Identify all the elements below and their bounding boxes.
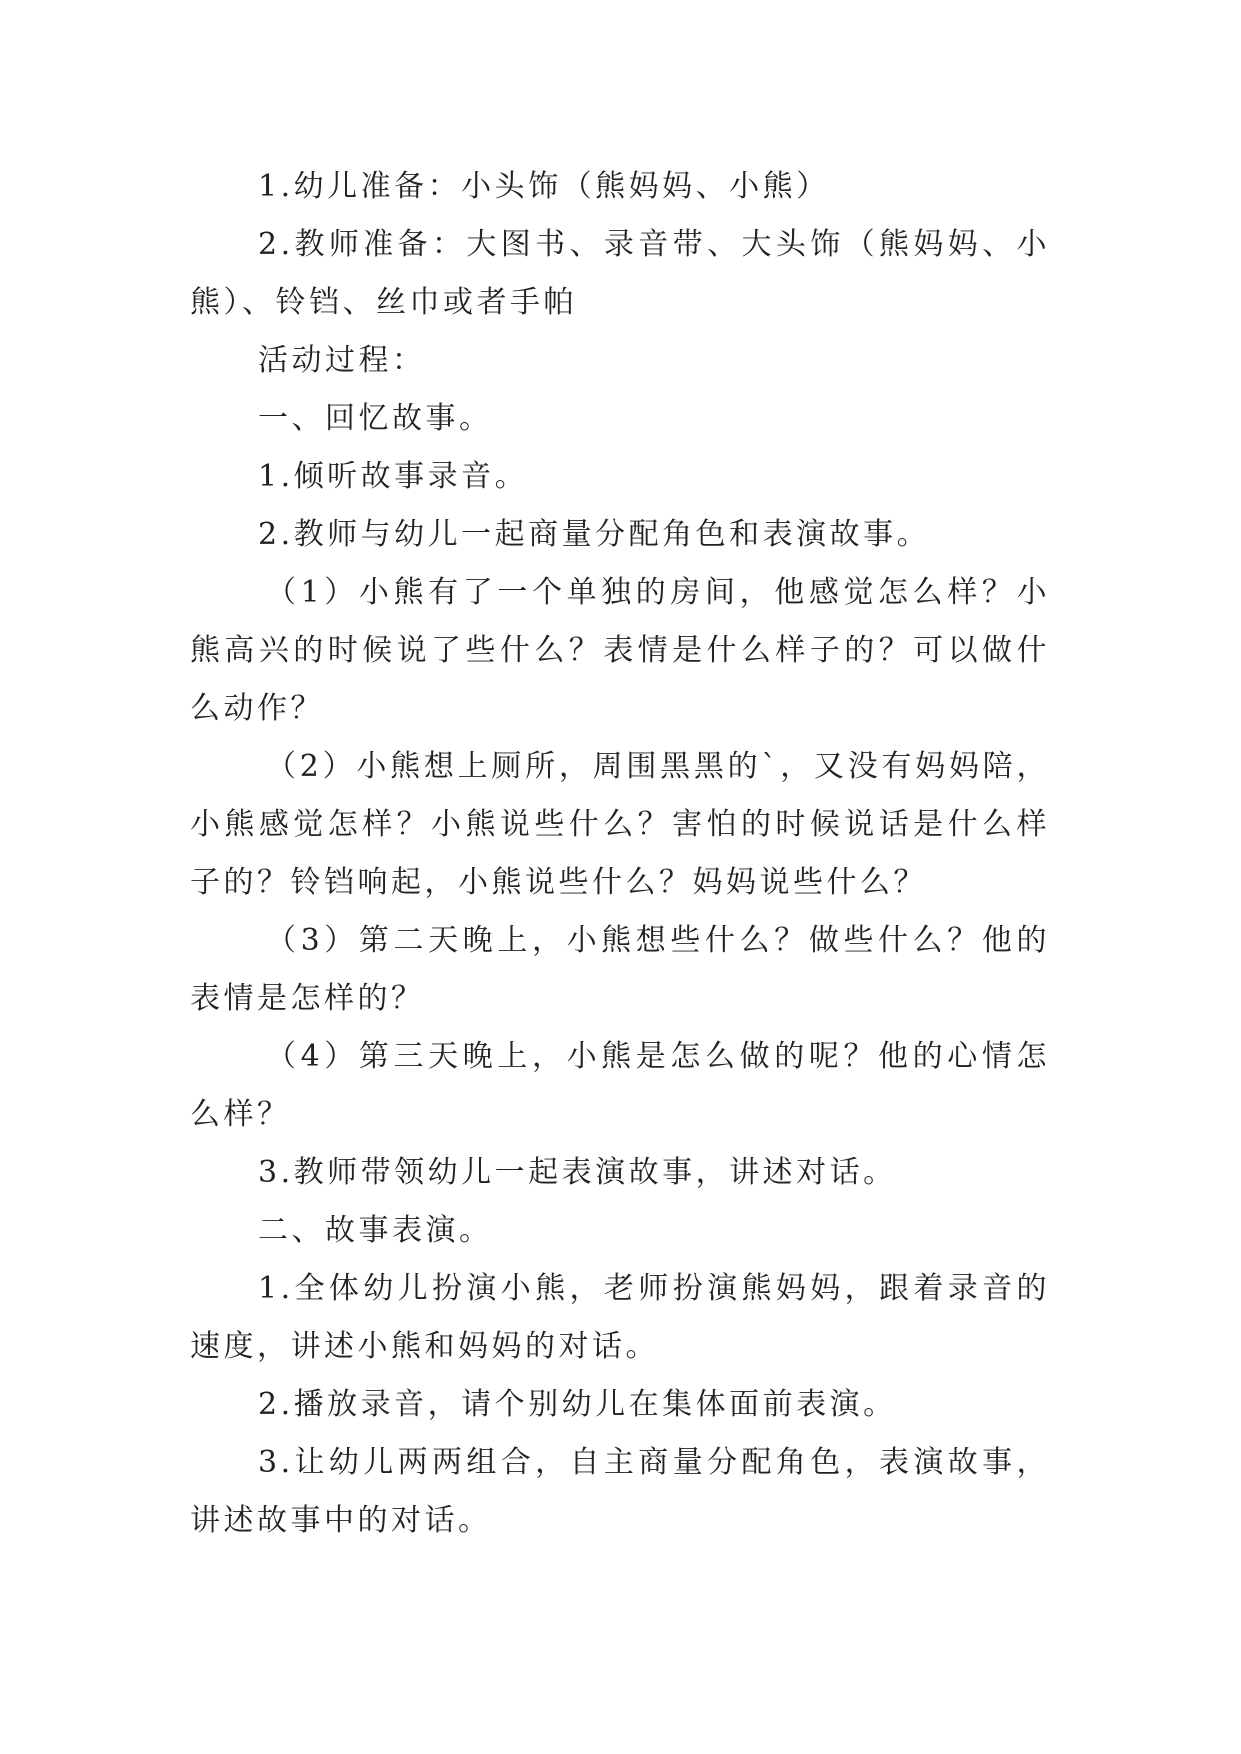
paragraph-question-3: （3）第二天晚上，小熊想些什么？做些什么？他的表情是怎样的？ <box>190 923 1050 1016</box>
paragraph-step-whole-class: 1.全体幼儿扮演小熊，老师扮演熊妈妈，跟着录音的速度，讲述小熊和妈妈的对话。 <box>190 1271 1050 1364</box>
paragraph-section-one-heading: 一、回忆故事。 <box>258 401 493 436</box>
paragraph-activity-process-heading: 活动过程： <box>258 343 426 378</box>
paragraph-question-2: （2）小熊想上厕所，周围黑黑的`，又没有妈妈陪，小熊感觉怎样？小熊说些什么？害怕的时候说话是什么样子的？铃铛响起，小熊说些什么？妈妈说些什么？ <box>190 749 1050 900</box>
paragraph-step-listen: 1.倾听故事录音。 <box>258 459 529 494</box>
paragraph-step-pairs: 3.让幼儿两两组合，自主商量分配角色，表演故事，讲述故事中的对话。 <box>190 1445 1050 1538</box>
paragraph-question-4: （4）第三天晚上，小熊是怎么做的呢？他的心情怎么样？ <box>190 1039 1050 1132</box>
paragraph-step-individual: 2.播放录音，请个别幼儿在集体面前表演。 <box>258 1387 897 1422</box>
paragraph-teacher-preparation: 2.教师准备：大图书、录音带、大头饰（熊妈妈、小熊）、铃铛、丝巾或者手帕 <box>190 227 1050 320</box>
paragraph-section-two-heading: 二、故事表演。 <box>258 1213 493 1248</box>
paragraph-step-perform-together: 3.教师带领幼儿一起表演故事，讲述对话。 <box>258 1155 897 1190</box>
paragraph-child-preparation: 1.幼儿准备：小头饰（熊妈妈、小熊） <box>258 169 830 204</box>
document-page <box>190 158 1050 1550</box>
paragraph-step-discuss-roles: 2.教师与幼儿一起商量分配角色和表演故事。 <box>258 517 931 552</box>
paragraph-question-1: （1）小熊有了一个单独的房间，他感觉怎么样？小熊高兴的时候说了些什么？表情是什么样子的？可以做什么动作？ <box>190 575 1050 726</box>
